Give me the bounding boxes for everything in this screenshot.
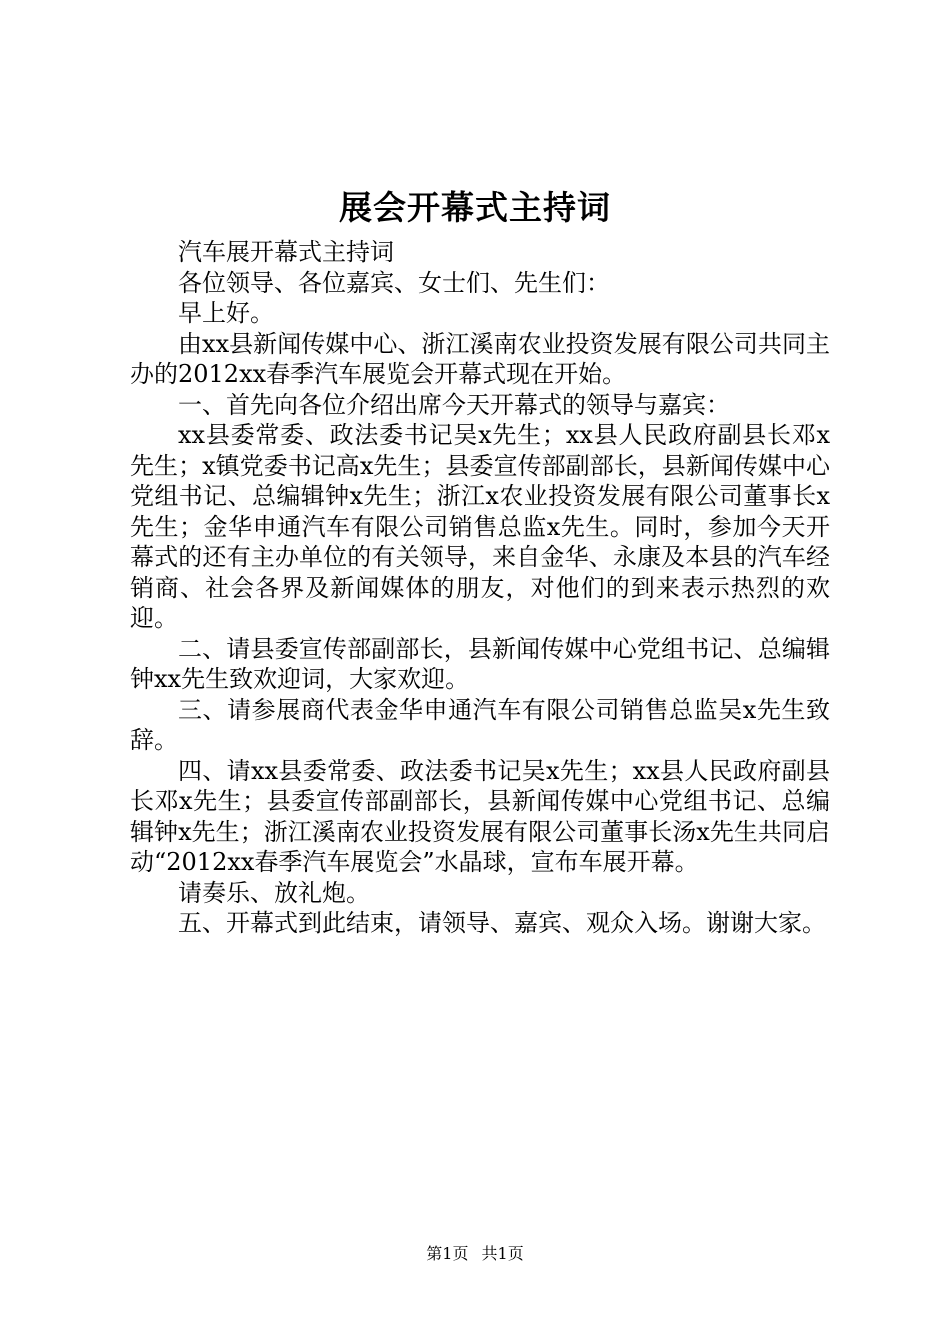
paragraph-section-three: 三、请参展商代表金华申通汽车有限公司销售总监吴x先生致辞。 [130, 695, 830, 754]
document-body [130, 237, 830, 939]
paragraph-guest-list: xx县委常委、政法委书记吴x先生；xx县人民政府副县长邓x先生；x镇党委书记高x先生；县委宣传部副部长，县新闻传媒中心党组书记、总编辑钟x先生；浙江x农业投资发展有限公司董事长x先生；金华申通汽车有限公司销售总监x先生。同时，参加今天开幕式的还有主办单位的有关领导，来自金华、永康及本县的汽车经销商、社会各界及新闻媒体的朋友，对他们的到来表示热烈的欢迎。 [130, 421, 830, 632]
paragraph-greeting: 各位领导、各位嘉宾、女士们、先生们： [178, 268, 610, 297]
paragraph-section-two: 二、请县委宣传部副部长，县新闻传媒中心党组书记、总编辑钟xx先生致欢迎词，大家欢迎。 [130, 634, 830, 693]
page-number: 第1页 [426, 1244, 469, 1263]
page-footer [0, 1243, 950, 1265]
paragraph-section-five: 五、开幕式到此结束，请领导、嘉宾、观众入场。谢谢大家。 [178, 909, 826, 937]
paragraph-music: 请奏乐、放礼炮。 [178, 878, 370, 907]
paragraph-good-morning: 早上好。 [178, 299, 274, 327]
page-total: 共1页 [481, 1244, 524, 1263]
paragraph-section-four: 四、请xx县委常委、政法委书记吴x先生；xx县人民政府副县长邓x先生；县委宣传部副部长，县新闻传媒中心党组书记、总编辑钟x先生；浙江溪南农业投资发展有限公司董事长汤x先生共同启动“2012xx春季汽车展览会”水晶球，宣布车展开幕。 [130, 756, 830, 876]
document-title: 展会开幕式主持词 [339, 188, 611, 227]
paragraph-subtitle: 汽车展开幕式主持词 [178, 238, 394, 266]
paragraph-section-one: 一、首先向各位介绍出席今天开幕式的领导与嘉宾： [178, 390, 730, 419]
paragraph-opening: 由xx县新闻传媒中心、浙江溪南农业投资发展有限公司共同主办的2012xx春季汽车展览会开幕式现在开始。 [130, 329, 830, 388]
